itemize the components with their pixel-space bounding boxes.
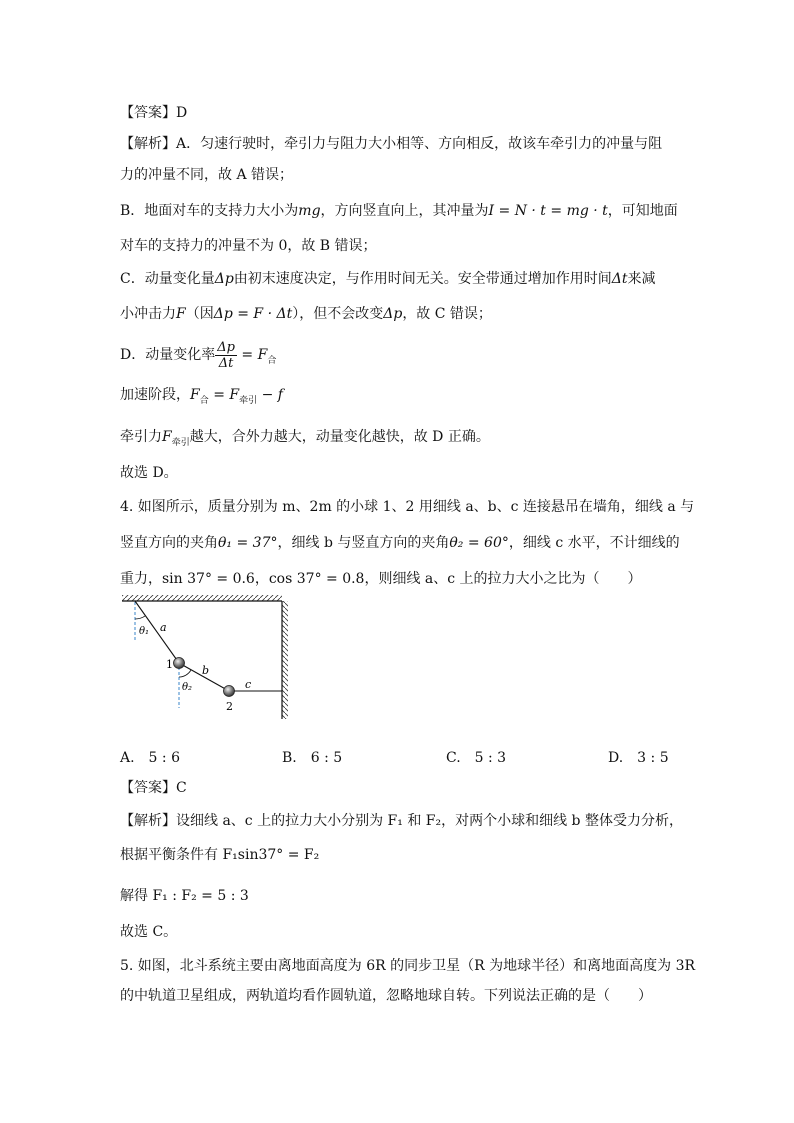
q4-analysis-line-2: 根据平衡条件有 F₁sin37° = F₂ bbox=[120, 847, 320, 863]
q3-analysis-line-6: 小冲击力F（因Δp = F · Δt），但不会改变Δp，故 C 错误； bbox=[120, 306, 492, 322]
ball-1 bbox=[174, 658, 185, 669]
q3-analysis-line-2: 力的冲量不同，故 A 错误； bbox=[120, 167, 294, 183]
ball-2 bbox=[224, 686, 235, 697]
formula-mg: mg bbox=[298, 203, 321, 219]
q3-answer bbox=[120, 103, 187, 123]
analysis-label: 【解析】 bbox=[120, 136, 176, 152]
q3-analysis-line-8: 加速阶段，$F_合 = F_{牵引} - f$ bbox=[120, 387, 283, 406]
q4-stem-line-3: 重力，sin 37° = 0.6，cos 37° = 0.8，则细线 a、c 上的拉力大小之比为（ ） bbox=[120, 571, 642, 587]
label-c: c bbox=[245, 678, 252, 691]
q4-choice: 故选 C。 bbox=[120, 924, 178, 940]
analysis-label: 【解析】 bbox=[120, 813, 176, 829]
q3-analysis-line-7: D．动量变化率 $\frac{\Delta p}{\Delta t}$ = $F_合$ bbox=[120, 339, 277, 371]
label-b: b bbox=[202, 664, 210, 677]
q4-analysis-line-3: 解得 F₁ : F₂ = 5 : 3 bbox=[120, 888, 249, 904]
q4-stem-line-2: 竖直方向的夹角θ₁ = 37°，细线 b 与竖直方向的夹角θ₂ = 60°，细线 c 水平，不计细线的 bbox=[120, 535, 680, 551]
option-a: A. 5 : 6 bbox=[120, 750, 180, 766]
q4-figure bbox=[120, 593, 300, 719]
wall-hatch bbox=[282, 601, 288, 719]
q5-stem-line-2: 的中轨道卫星组成，两轨道均看作圆轨道，忽略地球自转。下列说法正确的是（ ） bbox=[120, 988, 652, 1004]
label-ball-2: 2 bbox=[226, 700, 233, 713]
option-d: D. 3 : 5 bbox=[608, 750, 669, 766]
fraction-dp-dt: $\frac{\Delta p}{\Delta t}$ bbox=[217, 339, 235, 371]
q3-analysis-line-1: 【解析】A．匀速行驶时，牵引力与阻力大小相等、方向相反，故该车牵引力的冲量与阻 bbox=[120, 136, 663, 152]
answer-label: 【答案】 bbox=[120, 780, 176, 796]
q5-stem-line-1: 5. 如图，北斗系统主要由离地面高度为 6R 的同步卫星（R 为地球半径）和离地面高度为 3R bbox=[120, 958, 696, 974]
answer-value: D bbox=[176, 105, 188, 121]
formula-impulse: I = N · t = mg · t bbox=[488, 203, 608, 219]
q3-choice: 故选 D。 bbox=[120, 465, 178, 481]
label-a: a bbox=[160, 621, 167, 634]
label-ball-1: 1 bbox=[166, 658, 173, 671]
label-theta1: θ₁ bbox=[139, 626, 150, 637]
angle-arc-theta2 bbox=[179, 670, 191, 677]
answer-value: C bbox=[176, 780, 187, 796]
q4-answer bbox=[120, 778, 187, 798]
option-c: C. 5 : 3 bbox=[446, 750, 507, 766]
q3-analysis-line-5: C．动量变化量Δp由初末速度决定，与作用时间无关。安全带通过增加作用时间Δt来减 bbox=[120, 271, 656, 287]
angle-arc-theta1 bbox=[135, 616, 146, 619]
q3-analysis-line-4: 对车的支持力的冲量不为 0，故 B 错误； bbox=[120, 238, 377, 254]
q4-analysis-line-1: 【解析】设细线 a、c 上的拉力大小分别为 F₁ 和 F₂，对两个小球和细线 b 整体受力分析， bbox=[120, 813, 683, 829]
option-b: B. 6 : 5 bbox=[282, 750, 343, 766]
ceiling-hatch bbox=[122, 595, 282, 601]
q3-analysis-line-3: B．地面对车的支持力大小为mg，方向竖直向上，其冲量为I = N · t = mg · t，可知地面 bbox=[120, 203, 678, 219]
q3-analysis-line-9: 牵引力$F_{牵引}$越大，合外力越大，动量变化越快，故 D 正确。 bbox=[120, 429, 490, 448]
answer-label: 【答案】 bbox=[120, 105, 176, 121]
q4-stem-line-1: 4. 如图所示，质量分别为 m、2m 的小球 1、2 用细线 a、b、c 连接悬吊在墙角，细线 a 与 bbox=[120, 499, 695, 515]
label-theta2: θ₂ bbox=[182, 682, 193, 693]
